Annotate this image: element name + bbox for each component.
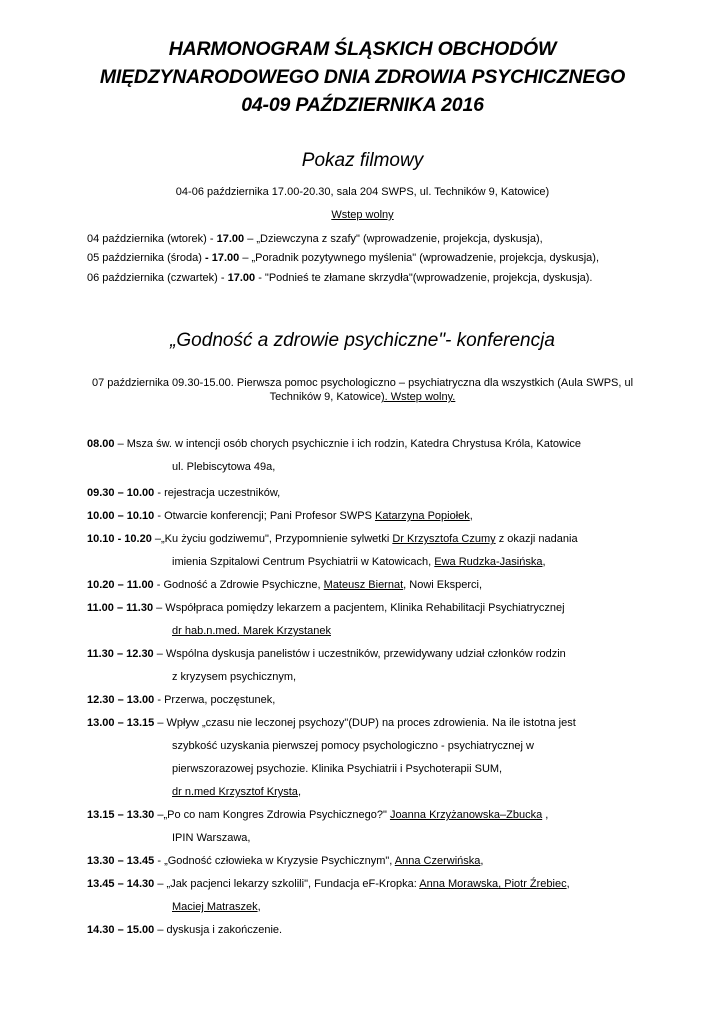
program-text: , xyxy=(257,901,261,913)
title-line-1: HARMONOGRAM ŚLĄSKICH OBCHODÓW xyxy=(168,38,557,60)
program-text: – „Jak pacjenci lekarzy szkolili", Fundacja eF-Kropka: xyxy=(154,878,420,890)
program-item-continuation xyxy=(172,460,275,474)
screening-desc: – „Dziewczyna z szafy" (wprowadzenie, projekcja, dyskusja), xyxy=(244,233,543,245)
program-text: , xyxy=(542,809,549,821)
program-text: , xyxy=(566,878,570,890)
conference-entry-note: ). Wstep wolny. xyxy=(380,391,456,403)
program-item xyxy=(87,532,578,546)
program-text: – Wpływ „czasu nie leczonej psychozy"(DUP) na proces zdrowienia. Na ile istotna jest xyxy=(154,717,576,729)
program-speaker: Anna Morawska, Piotr Źrebiec xyxy=(419,878,567,890)
screening-time: - 17.00 xyxy=(205,252,240,264)
program-time: 13.00 – 13.15 xyxy=(87,717,155,729)
program-item xyxy=(87,486,280,500)
program-item xyxy=(87,877,570,891)
document-title xyxy=(0,35,725,119)
screening-desc: - "Podnieś te złamane skrzydła"(wprowadzenie, projekcja, dyskusja). xyxy=(255,272,593,284)
program-text: - rejestracja uczestników, xyxy=(154,487,281,499)
program-item-continuation xyxy=(172,670,296,684)
program-text: - „Godność człowieka w Kryzysie Psychicznym", xyxy=(154,855,395,867)
program-item-continuation xyxy=(172,739,534,753)
screening-row xyxy=(87,271,592,285)
program-time: 11.00 – 11.30 xyxy=(87,602,154,614)
program-speaker: Anna Czerwińska xyxy=(394,855,481,867)
screening-date: 05 października (środa) xyxy=(87,252,206,264)
program-speaker: dr hab.n.med. Marek Krzystanek xyxy=(172,625,331,637)
program-item-continuation xyxy=(172,762,502,776)
program-speaker: Maciej Matraszek xyxy=(172,901,258,913)
screening-row xyxy=(87,232,543,246)
program-text: –„Po co nam Kongres Zdrowia Psychicznego?" xyxy=(154,809,390,821)
program-item xyxy=(87,437,581,451)
program-item xyxy=(87,716,576,730)
conference-info-line-1: 07 października 09.30-15.00. Pierwsza pomoc psychologiczno – psychiatryczna dla wszystkich (Aula SWPS, ul xyxy=(91,377,634,389)
program-text: , xyxy=(480,855,484,867)
program-item xyxy=(87,647,566,661)
program-text: - Otwarcie konferencji; Pani Profesor SWPS xyxy=(154,510,375,522)
screening-time: 17.00 xyxy=(227,272,256,284)
program-speaker: Ewa Rudzka-Jasińska xyxy=(434,556,543,568)
program-text: z okazji nadania xyxy=(495,533,578,545)
screening-row xyxy=(87,251,599,265)
title-line-2: MIĘDZYNARODOWEGO DNIA ZDROWIA PSYCHICZNEGO xyxy=(99,66,626,88)
program-text: - Godność a Zdrowie Psychiczne, xyxy=(153,579,324,591)
program-time: 12.30 – 13.00 xyxy=(87,694,155,706)
program-time: 13.45 – 14.30 xyxy=(87,878,155,890)
program-text: szybkość uzyskania pierwszej pomocy psychologiczno - psychiatrycznej w xyxy=(172,740,534,752)
film-entry-note: Wstep wolny xyxy=(331,209,394,221)
screening-date: 06 października (czwartek) - xyxy=(87,272,228,284)
program-text: ul. Plebiscytowa 49a, xyxy=(172,461,276,473)
program-text: - Przerwa, poczęstunek, xyxy=(154,694,276,706)
program-time: 13.15 – 13.30 xyxy=(87,809,155,821)
program-text: z kryzysem psychicznym, xyxy=(172,671,297,683)
program-item xyxy=(87,854,483,868)
program-text: , xyxy=(542,556,546,568)
title-line-3: 04-09 PAŹDZIERNIKA 2016 xyxy=(241,94,484,116)
program-time: 13.30 – 13.45 xyxy=(87,855,155,867)
program-time: 09.30 – 10.00 xyxy=(87,487,155,499)
screening-desc: – „Poradnik pozytywnego myślenia" (wprowadzenie, projekcja, dyskusja), xyxy=(239,252,599,264)
program-speaker: Mateusz Biernat xyxy=(323,579,404,591)
program-text: – Wspólna dyskusja panelistów i uczestników, przewidywany udział członków rodzin xyxy=(153,648,566,660)
program-item xyxy=(87,693,275,707)
program-text: , xyxy=(297,786,301,798)
program-time: 11.30 – 12.30 xyxy=(87,648,154,660)
program-text: IPIN Warszawa, xyxy=(172,832,251,844)
program-speaker: Katarzyna Popiołek xyxy=(374,510,470,522)
program-item xyxy=(87,578,482,592)
program-speaker: dr n.med Krzysztof Krysta xyxy=(172,786,298,798)
program-speaker: Dr Krzysztofa Czumy xyxy=(392,533,496,545)
program-time: 08.00 xyxy=(87,438,115,450)
program-item-continuation xyxy=(172,900,261,914)
program-item xyxy=(87,509,473,523)
program-item xyxy=(87,601,565,615)
screening-time: 17.00 xyxy=(216,233,245,245)
program-item xyxy=(87,808,548,822)
program-item-continuation xyxy=(172,831,250,845)
program-text: , xyxy=(469,510,473,522)
program-text: – Współpraca pomiędzy lekarzem a pacjentem, Klinika Rehabilitacji Psychiatrycznej xyxy=(153,602,565,614)
program-item xyxy=(87,923,282,937)
program-item-continuation xyxy=(172,785,301,799)
program-time: 14.30 – 15.00 xyxy=(87,924,155,936)
program-text: pierwszorazowej psychozie. Klinika Psychiatrii i Psychoterapii SUM, xyxy=(172,763,503,775)
screening-date: 04 października (wtorek) - xyxy=(87,233,217,245)
program-text: , Nowi Eksperci, xyxy=(403,579,482,591)
program-item-continuation xyxy=(172,555,546,569)
film-section-heading: Pokaz filmowy xyxy=(301,150,424,171)
program-text: imienia Szpitalowi Centrum Psychiatrii w Katowicach, xyxy=(172,556,435,568)
film-info: 04-06 października 17.00-20.30, sala 204 SWPS, ul. Techników 9, Katowice) xyxy=(175,186,550,198)
program-text: – dyskusja i zakończenie. xyxy=(154,924,283,936)
program-text: – Msza św. w intencji osób chorych psychicznie i ich rodzin, Katedra Chrystusa Króla, Katowice xyxy=(114,438,582,450)
program-text: –„Ku życiu godziwemu", Przypomnienie sylwetki xyxy=(151,533,393,545)
program-speaker: Joanna Krzyżanowska–Zbucka xyxy=(389,809,543,821)
program-time: 10.00 – 10.10 xyxy=(87,510,155,522)
conference-venue: Techników 9, Katowice xyxy=(269,391,381,403)
program-time: 10.20 – 11.00 xyxy=(87,579,154,591)
program-item-continuation xyxy=(172,624,331,638)
program-time: 10.10 - 10.20 xyxy=(87,533,152,545)
conference-info-line-2 xyxy=(0,391,725,403)
conference-section-heading: „Godność a zdrowie psychiczne"- konferencja xyxy=(170,330,555,351)
